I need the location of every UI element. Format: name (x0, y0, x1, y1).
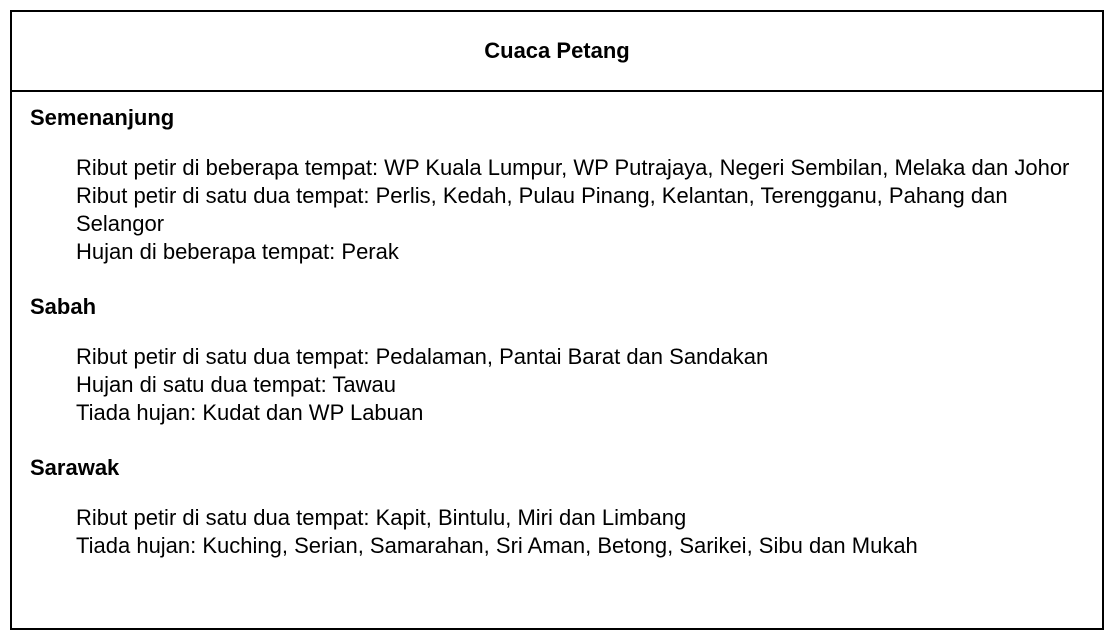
region-forecast-list (30, 154, 1084, 266)
forecast-item: Tiada hujan: Kudat dan WP Labuan (76, 400, 424, 425)
region-heading: Sabah (30, 294, 97, 319)
forecast-item: Tiada hujan: Kuching, Serian, Samarahan, Sri Aman, Betong, Sarikei, Sibu dan Mukah (76, 533, 918, 558)
forecast-item: Ribut petir di satu dua tempat: Kapit, Bintulu, Miri dan Limbang (76, 505, 687, 530)
forecast-item: Hujan di beberapa tempat: Perak (76, 239, 399, 264)
region-sarawak (30, 427, 1084, 560)
region-heading: Sarawak (30, 455, 120, 480)
table-title: Cuaca Petang (484, 38, 630, 63)
forecast-item: Hujan di satu dua tempat: Tawau (76, 372, 397, 397)
region-forecast-list (30, 343, 1084, 427)
table-body (12, 92, 1102, 560)
forecast-item: Ribut petir di satu dua tempat: Pedalaman, Pantai Barat dan Sandakan (76, 344, 769, 369)
forecast-table (10, 10, 1104, 630)
forecast-item: Ribut petir di beberapa tempat: WP Kuala Lumpur, WP Putrajaya, Negeri Sembilan, Melaka dan Johor (76, 155, 1070, 180)
region-forecast-list (30, 504, 1084, 560)
forecast-item: Ribut petir di satu dua tempat: Perlis, Kedah, Pulau Pinang, Kelantan, Terengganu, Pahang dan Selangor (76, 183, 1008, 236)
region-heading: Semenanjung (30, 105, 175, 130)
table-header (12, 12, 1102, 92)
region-sabah (30, 266, 1084, 427)
region-semenanjung (30, 92, 1084, 266)
